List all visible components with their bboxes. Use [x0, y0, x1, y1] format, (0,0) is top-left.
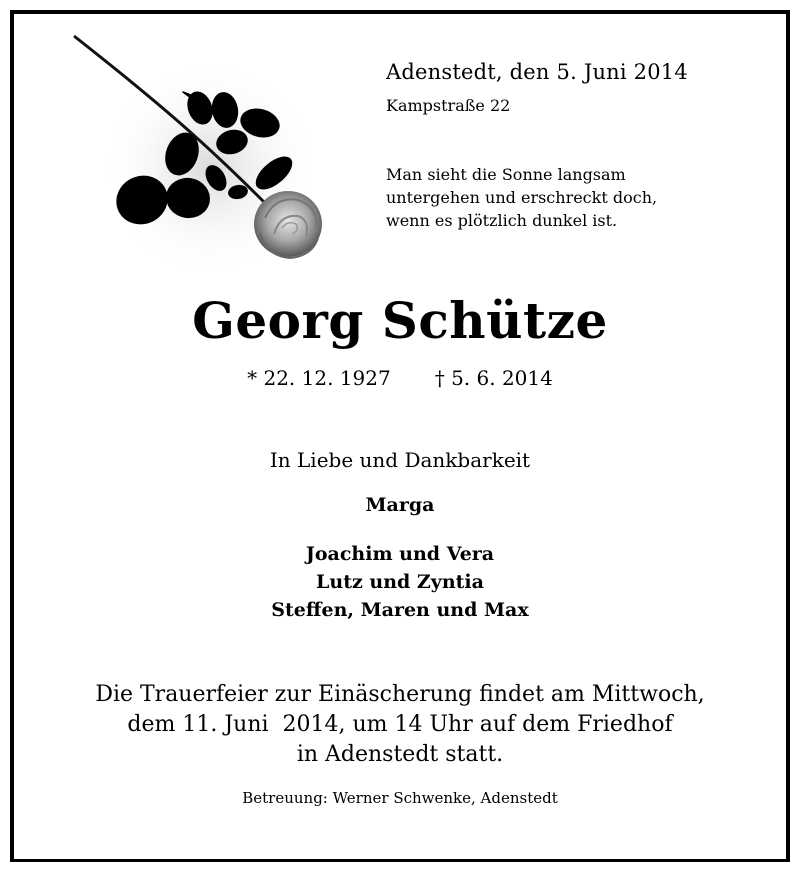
- quote-line: untergehen und erschreckt doch,: [386, 188, 658, 207]
- deceased-name: Georg Schütze: [192, 291, 608, 350]
- quote-line: wenn es plötzlich dunkel ist.: [386, 211, 618, 230]
- ceremony-line: Die Trauerfeier zur Einäscherung findet am Mittwoch,: [95, 682, 705, 707]
- family-line: Joachim und Vera: [305, 543, 495, 565]
- dedication: In Liebe und Dankbarkeit: [269, 448, 531, 472]
- ceremony-notice: [0, 680, 800, 770]
- rose-icon: [60, 28, 350, 288]
- place-date: Adenstedt, den 5. Juni 2014: [386, 60, 688, 84]
- birth-date: * 22. 12. 1927: [247, 366, 391, 390]
- spouse-name: Marga: [365, 494, 435, 516]
- ceremony-line: in Adenstedt statt.: [296, 742, 504, 767]
- family-line: Steffen, Maren und Max: [271, 599, 529, 621]
- undertaker: Betreuung: Werner Schwenke, Adenstedt: [242, 789, 558, 807]
- ceremony-line: dem 11. Juni 2014, um 14 Uhr auf dem Friedhof: [127, 712, 673, 737]
- death-date: † 5. 6. 2014: [434, 366, 553, 390]
- quote: [386, 163, 657, 232]
- family-list: [0, 540, 800, 624]
- address: Kampstraße 22: [386, 96, 511, 115]
- life-dates: [0, 366, 800, 390]
- family-line: Lutz und Zyntia: [316, 571, 484, 593]
- quote-line: Man sieht die Sonne langsam: [386, 165, 626, 184]
